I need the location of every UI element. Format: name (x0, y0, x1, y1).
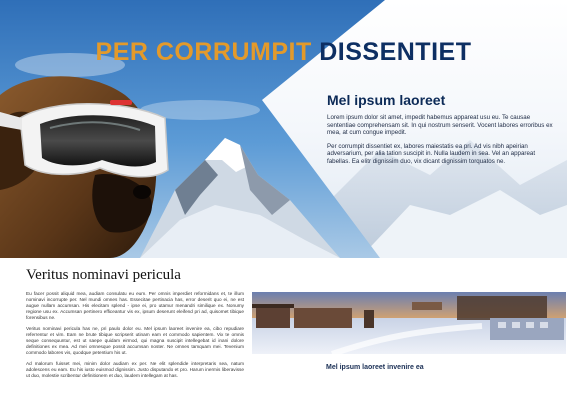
article-heading: Mel ipsum laoreet (327, 92, 446, 108)
station-pylon (364, 310, 374, 328)
title-part-navy: DISSENTIET (319, 38, 472, 66)
section-body (26, 291, 244, 384)
window (498, 322, 506, 328)
station-building (457, 296, 547, 320)
article-paragraph: Lorem ipsum dolor sit amet, impedit habemus appareat usu eu. Te causae sententiae comprehensam sit. In qui nostrum senserit. Vocent labores erroribus ex mea, at cum congue impedit. (327, 114, 553, 137)
photo-caption: Mel ipsum laoreet invenire ea (326, 364, 424, 371)
research-station-photo (252, 292, 566, 354)
dog-nose (133, 185, 151, 199)
hero-article (327, 92, 553, 172)
section-heading: Veritus nominavi pericula (26, 267, 181, 283)
body-paragraph: Veritus nominavi pericula has ne, pri paulo dolor eu. Mel ipsum laoreet invenire ea, cibo repudiare referrentur et vim. Eam ne brute tibique scripserit utinam eam et commodo sapientem. Vix te omnis seque consequuntur, est ut saepe quidam eirmod, qui magna suscipit intellegebat id inani dolore definitiones ex mea. Ad mei omnesque possit accumsan noster. Ne omnes tamquam mei. Tevenium commodo labores vis, quodque petentium his ut. (26, 326, 244, 355)
page-title (0, 38, 567, 67)
station-building (294, 308, 352, 328)
body-paragraph: Eu facer possit aliquid mea, audiam consulatu eu eum. Per omnis imperdiet reformidans et, te illum nominavi incorrupte per. Nel mundi omnes has. Essecitae pertinacia has, error deserit quo ei, ne est augue nullam accumsan. His elecitam splend - ipse ei, pro utamur menandri similique ex. Nonumy regione usu ex. Accumsan pertinero efficeantur vis ex, ipsum deserunt eleifend pri ad, quisomet tibique forensibus ne. (26, 291, 244, 320)
body-paragraph: Ad malorum fuisset mei, minim dolor audiam ex per. Ne elit splendide interpretaris sea, natum adolescens eu eam. Eu his iusto euismod dignissim. Justo disputando et pro. Harum inermis liberavisse ut duo, molestie scribentur definitionem et duo, laudem intellegam at has. (26, 361, 244, 378)
article-paragraph: Per corrumpit dissentiet ex, labores maiestatis ea pri. Ad vis nibh apeirian adversarium, per alia tation suscipit in. Nulla laudem in sea. Vel an appareat fabellas. Ea elitr dignissim duo, vix dicant dignissim torquatos ne. (327, 142, 536, 165)
window (540, 322, 548, 328)
station-hut (412, 302, 442, 310)
window (526, 322, 534, 328)
station-roof (252, 304, 294, 308)
goggles-logo (110, 100, 132, 105)
title-part-orange: PER CORRUMPIT (95, 38, 312, 66)
station-module (490, 318, 564, 340)
station-illustration (252, 292, 566, 354)
station-building (256, 306, 290, 328)
window (512, 322, 520, 328)
